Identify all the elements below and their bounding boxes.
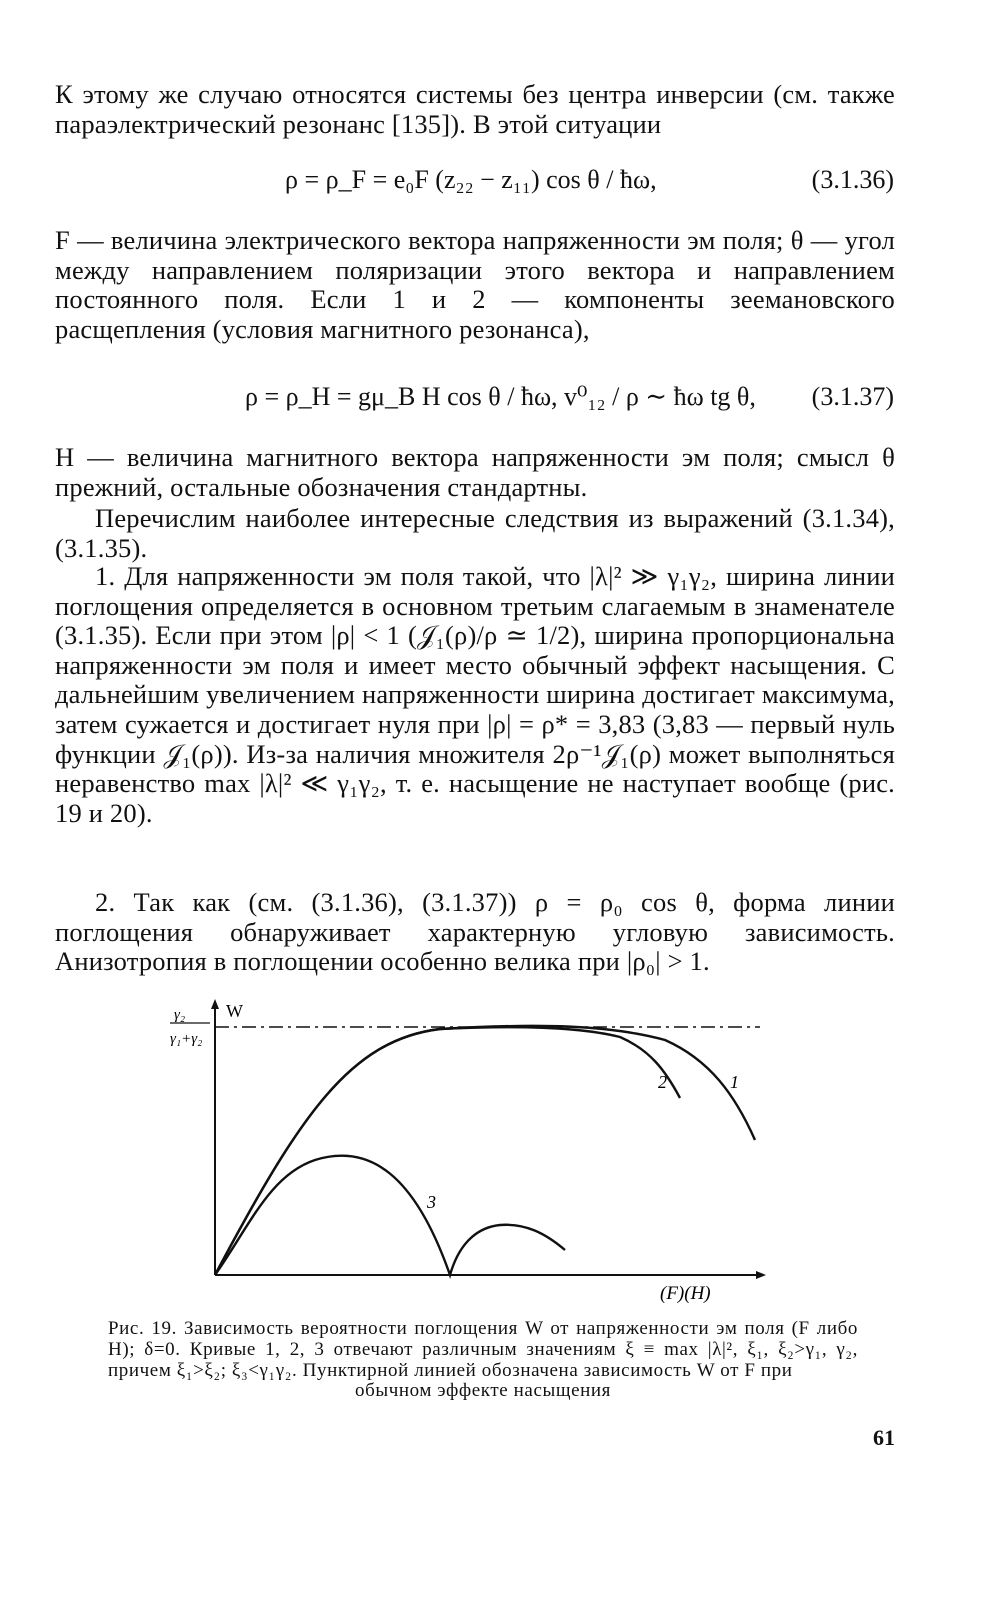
paragraph-consequences: Перечислим наиболее интересные следствия из выражений (3.1.34), (3.1.35). [55,503,895,563]
y-axis-arrow [211,999,219,1009]
y-tick-denominator: γ₁+γ₂ [170,1031,203,1047]
page-number: 61 [873,1425,895,1450]
curve-1 [215,1026,755,1275]
curve-2 [215,1027,680,1275]
equation-number-3-1-37: (3.1.37) [811,382,894,411]
curve-label-1: 1 [730,1072,739,1092]
figure-caption-end: обычном эффекте насыщения [355,1380,611,1401]
x-axis-label: (F)(H) [660,1283,711,1304]
paragraph-item-2: 2. Так как (см. (3.1.36), (3.1.37)) ρ = ρ₀ cos θ, форма линии поглощения обнаруживает характерную угловую зависимость. Анизотропия в поглощении особенно велика при |ρ₀| > 1. [55,887,895,977]
equation-3-1-36: ρ = ρ_F = e₀F (z₂₂ − z₁₁) cos θ / ħω, [285,165,657,194]
figure-caption: Рис. 19. Зависимость вероятности поглощения W от напряженности эм поля (F либо H); δ=0. Кривые 1, 2, 3 отвечают различным значениям ξ ≡ max |λ|², ξ₁, ξ₂>γ₁, γ₂, причем ξ₁>ξ₂; ξ₃<γ₁γ₂. Пунктирной линией обозначена зависимость W от F при [108,1318,858,1381]
paragraph-item-1: 1. Для напряженности эм поля такой, что |λ|² ≫ γ₁γ₂, ширина линии поглощения определяется в основном третьим слагаемым в знаменателе (3.1.35). Если при этом |ρ| < 1 (𝒥₁(ρ)/ρ ≃ 1/2), ширина пропорциональна напряженности эм поля и имеет место обычный эффект насыщения. С дальнейшим увеличением напряженности ширина достигает максимума, затем сужается и достигает нуля при |ρ| = ρ* = 3,83 (3,83 — первый нуль функции 𝒥₁(ρ)). Из-за наличия множителя 2ρ⁻¹𝒥₁(ρ) может выполняться неравенство max |λ|² ≪ γ₁γ₂, т. е. насыщение не наступает вообще (рис. 19 и 20). [55,561,895,828]
curve-label-3: 3 [427,1192,436,1212]
curve-3 [215,1156,565,1275]
equation-3-1-37: ρ = ρ_H = gμ_B H cos θ / ħω, v⁰₁₂ / ρ ∼ ħω tg θ, [245,382,756,411]
y-axis-label: W [226,1001,243,1021]
figure-19-graph [160,995,780,1305]
curve-label-2: 2 [658,1072,667,1092]
paragraph-definitions-h: H — величина магнитного вектора напряженности эм поля; смысл θ прежний, остальные обозначения стандартны. [55,442,895,502]
paragraph-definitions-f: F — величина электрического вектора напряженности эм поля; θ — угол между направлением поляризации этого вектора и направлением постоянного поля. Если 1 и 2 — компоненты зеемановского расщепления (условия магнитного резонанса), [55,225,895,344]
equation-number-3-1-36: (3.1.36) [811,165,894,194]
paragraph-intro: К этому же случаю относятся системы без центра инверсии (см. также параэлектрический резонанс [135]). В этой ситуации [55,79,895,139]
x-axis-arrow [756,1271,766,1279]
y-tick-numerator: γ₂ [174,1007,186,1023]
